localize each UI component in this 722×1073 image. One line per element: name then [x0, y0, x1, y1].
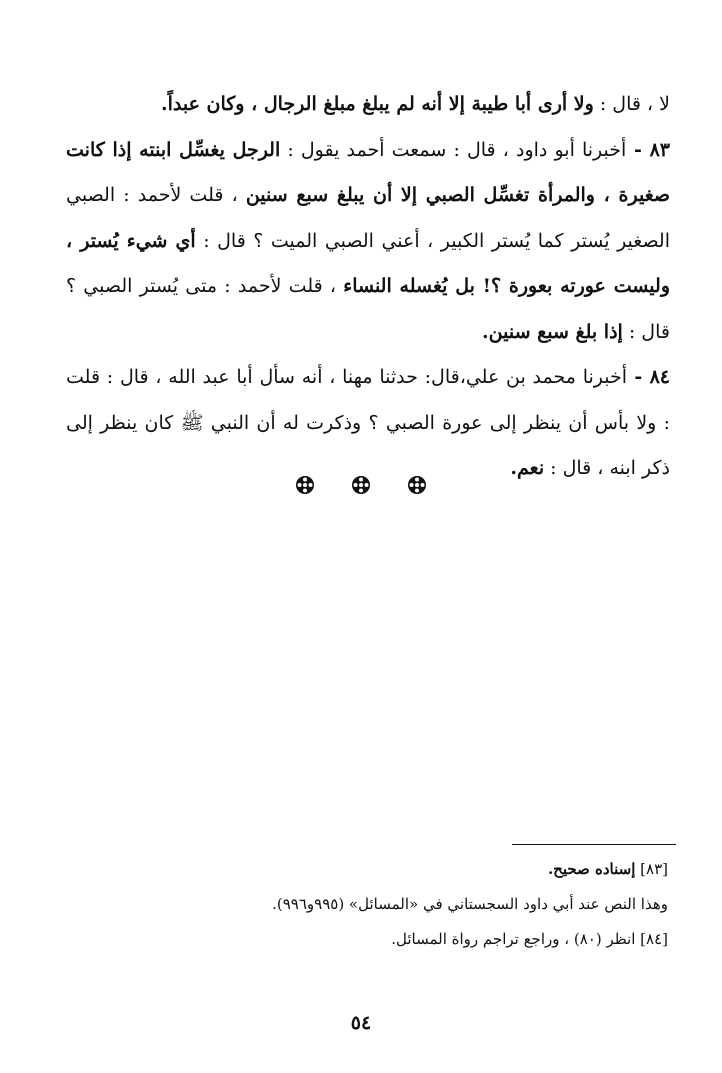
text-run: أخبرنا أبو داود ، قال : سمعت أحمد يقول :	[280, 138, 627, 161]
ornament-icon	[351, 475, 371, 495]
ornament-icon	[407, 475, 427, 495]
section-divider	[0, 470, 722, 500]
ornament-icon	[295, 475, 315, 495]
main-text	[66, 82, 670, 492]
bold-text-run: ولا أرى أبا طيبة إلا أنه لم يبلغ مبلغ الرجال ، وكان عبداً.	[160, 93, 594, 115]
bold-text-run: إذا بلغ سبع سنين.	[482, 320, 623, 343]
text-run: لا ، قال :	[593, 93, 670, 115]
footnote-text: انظر (٨٠) ، وراجع تراجم رواة المسائل.	[391, 930, 636, 948]
bold-text-run: الرجل يغسِّل ابنته إذا كانت صغيرة ، والمرأة تغسِّل الصبي إلا أن يبلغ سبع سنين	[66, 138, 670, 206]
footnote-83	[120, 852, 668, 887]
bold-text-run: نعم.	[510, 457, 545, 479]
footnote-separator	[512, 844, 676, 845]
page-number: ٥٤	[350, 1012, 372, 1034]
footnote-ref: [٨٣]	[635, 860, 668, 878]
footnote-83-note: وهذا النص عند أبي داود السجستاني في «المسائل» (٩٩٥و٩٩٦).	[272, 895, 668, 913]
footnote-ref: [٨٤]	[635, 930, 668, 948]
text-run: ، قلت لأحمد : الصبي الصغير يُستر كما يُستر الكبير ، أعني الصبي الميت ؟ قال :	[66, 184, 670, 252]
paragraph-number: ٨٣ -	[626, 138, 670, 161]
footnotes	[120, 852, 668, 957]
text-run: ، قلت لأحمد : متى يُستر الصبي ؟ قال :	[66, 275, 670, 343]
paragraph-continuation	[66, 82, 670, 128]
paragraph-number: ٨٤ -	[627, 366, 670, 388]
bold-text-run: أي شيء يُستر ، وليست عورته بعورة ؟! بل يُغسله النساء	[66, 229, 670, 297]
paragraph-83	[66, 128, 670, 356]
text-run: أخبرنا محمد بن علي،قال: حدثنا مهنا ، أنه سأل أبا عبد الله ، قال : قلت : ولا بأس أن ينظر إلى عورة الصبي ؟ وذكرت له أن النبي ﷺ كان ينظر إلى ذكر ابنه ، قال :	[66, 366, 670, 479]
footnote-84	[120, 922, 668, 957]
footnote-text: إسناده صحيح.	[547, 860, 636, 878]
